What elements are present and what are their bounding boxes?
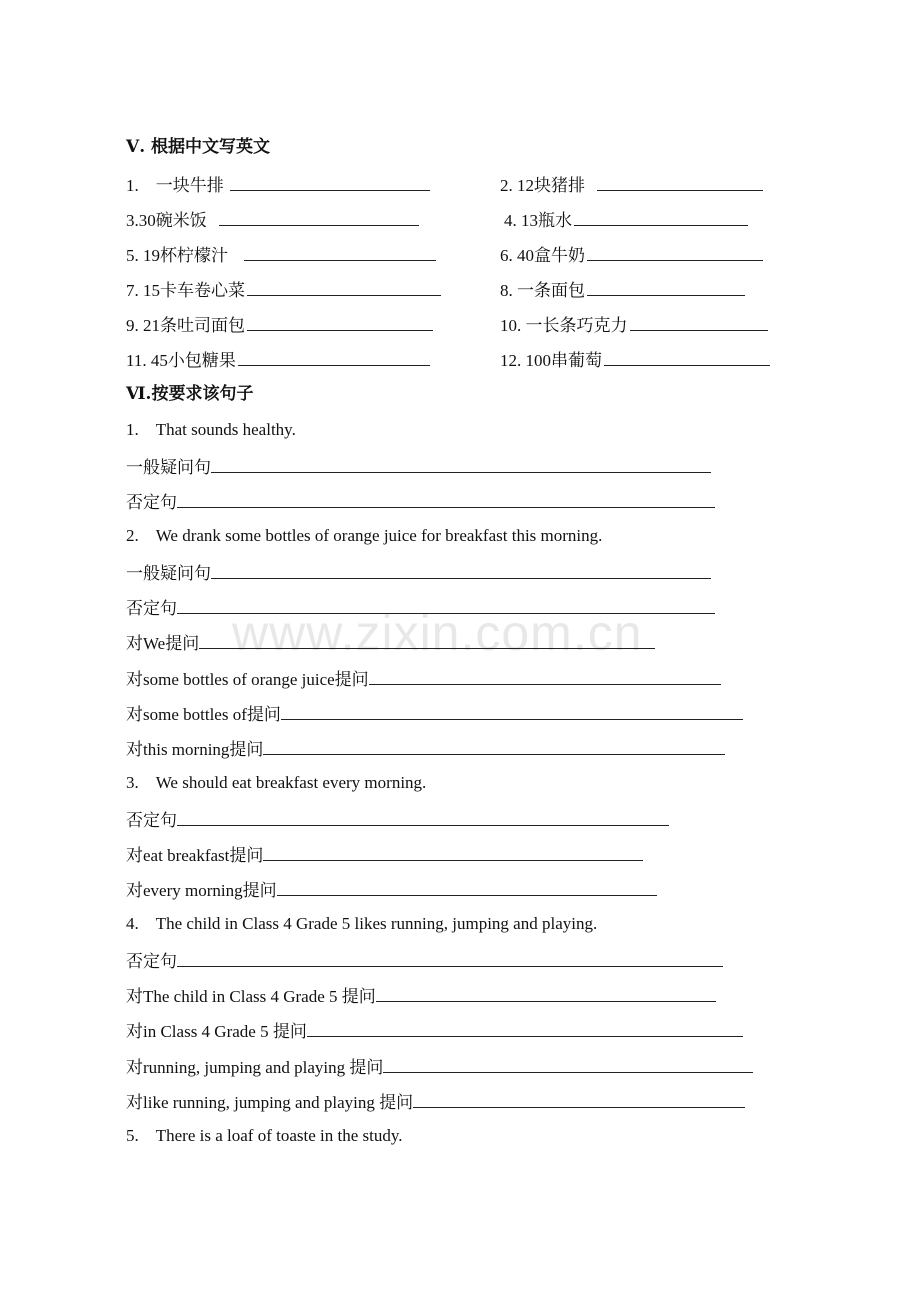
answer-blank[interactable] — [199, 630, 655, 649]
answer-blank[interactable] — [587, 277, 745, 296]
task-line — [126, 877, 657, 902]
task-line — [126, 842, 643, 867]
task-label: 对running, jumping and playing 提问 — [126, 1058, 384, 1077]
task-label: 否定句 — [126, 952, 177, 971]
task-line — [126, 630, 655, 655]
answer-blank[interactable] — [247, 312, 433, 331]
task-line — [126, 701, 743, 726]
answer-blank[interactable] — [211, 454, 711, 473]
item-label: 12. 100串葡萄 — [500, 351, 602, 370]
exercise-item-3 — [126, 207, 419, 232]
sentence-1: 1. That sounds healthy. — [126, 420, 296, 439]
answer-blank[interactable] — [177, 807, 669, 826]
answer-blank[interactable] — [597, 172, 763, 191]
task-line — [126, 736, 725, 761]
item-label: 4. 13瓶水 — [504, 211, 572, 230]
task-line — [126, 560, 711, 585]
answer-blank[interactable] — [238, 347, 430, 366]
task-label: 对some bottles of orange juice提问 — [126, 670, 369, 689]
answer-blank[interactable] — [230, 172, 430, 191]
exercise-item-6 — [500, 242, 763, 267]
answer-blank[interactable] — [587, 242, 763, 261]
answer-blank[interactable] — [177, 595, 715, 614]
exercise-item-10 — [500, 312, 768, 337]
task-label: 一般疑问句 — [126, 458, 211, 477]
answer-blank[interactable] — [383, 1054, 753, 1073]
task-line — [126, 948, 723, 973]
task-label: 否定句 — [126, 811, 177, 830]
answer-blank[interactable] — [177, 489, 715, 508]
task-line — [126, 489, 715, 514]
task-label: 否定句 — [126, 493, 177, 512]
item-label: 3.30碗米饭 — [126, 211, 207, 230]
item-label: 8. 一条面包 — [500, 281, 585, 300]
answer-blank[interactable] — [263, 736, 725, 755]
exercise-item-2 — [500, 172, 763, 197]
item-label: 9. 21条吐司面包 — [126, 316, 245, 335]
answer-blank[interactable] — [247, 277, 441, 296]
task-line — [126, 1018, 743, 1043]
answer-blank[interactable] — [177, 948, 723, 967]
task-line — [126, 807, 669, 832]
item-label: 11. 45小包糖果 — [126, 351, 236, 370]
exercise-item-8 — [500, 277, 745, 302]
answer-blank[interactable] — [277, 877, 657, 896]
answer-blank[interactable] — [281, 701, 743, 720]
watermark: www.zixin.com.cn — [232, 605, 643, 661]
task-line — [126, 1089, 745, 1114]
exercise-item-7 — [126, 277, 441, 302]
exercise-item-9 — [126, 312, 433, 337]
sentence-2: 2. We drank some bottles of orange juice for breakfast this morning. — [126, 526, 603, 545]
task-label: 一般疑问句 — [126, 564, 211, 583]
task-line — [126, 983, 716, 1008]
item-label: 10. 一长条巧克力 — [500, 316, 628, 335]
item-label: 6. 40盒牛奶 — [500, 246, 585, 265]
answer-blank[interactable] — [574, 207, 748, 226]
exercise-item-4 — [504, 207, 748, 232]
section-5-title: Ⅴ. 根据中文写英文 — [126, 137, 271, 157]
exercise-item-11 — [126, 347, 430, 372]
answer-blank[interactable] — [211, 560, 711, 579]
task-label: 对We提问 — [126, 634, 200, 653]
task-label: 对this morning提问 — [126, 740, 264, 759]
task-label: 对like running, jumping and playing 提问 — [126, 1093, 414, 1112]
item-label: 7. 15卡车卷心菜 — [126, 281, 245, 300]
answer-blank[interactable] — [376, 983, 716, 1002]
exercise-item-1 — [126, 172, 430, 197]
task-label: 对in Class 4 Grade 5 提问 — [126, 1022, 307, 1041]
item-label: 1. 一块牛排 — [126, 176, 224, 195]
answer-blank[interactable] — [604, 347, 770, 366]
task-label: 对some bottles of提问 — [126, 705, 281, 724]
exercise-item-12 — [500, 347, 770, 372]
answer-blank[interactable] — [413, 1089, 745, 1108]
section-6-title: Ⅵ.按要求该句子 — [126, 384, 254, 404]
task-label: 对The child in Class 4 Grade 5 提问 — [126, 987, 376, 1006]
task-label: 对eat breakfast提问 — [126, 846, 264, 865]
answer-blank[interactable] — [630, 312, 768, 331]
answer-blank[interactable] — [263, 842, 643, 861]
task-label: 对every morning提问 — [126, 881, 277, 900]
answer-blank[interactable] — [369, 666, 721, 685]
exercise-item-5 — [126, 242, 436, 267]
task-line — [126, 595, 715, 620]
task-label: 否定句 — [126, 599, 177, 618]
task-line — [126, 1054, 753, 1079]
item-label: 2. 12块猪排 — [500, 176, 585, 195]
item-label: 5. 19杯柠檬汁 — [126, 246, 228, 265]
answer-blank[interactable] — [219, 207, 419, 226]
sentence-5: 5. There is a loaf of toaste in the study. — [126, 1126, 403, 1145]
sentence-3: 3. We should eat breakfast every morning. — [126, 773, 427, 792]
task-line — [126, 666, 721, 691]
sentence-4: 4. The child in Class 4 Grade 5 likes running, jumping and playing. — [126, 914, 598, 933]
answer-blank[interactable] — [307, 1018, 743, 1037]
answer-blank[interactable] — [244, 242, 436, 261]
task-line — [126, 454, 711, 479]
